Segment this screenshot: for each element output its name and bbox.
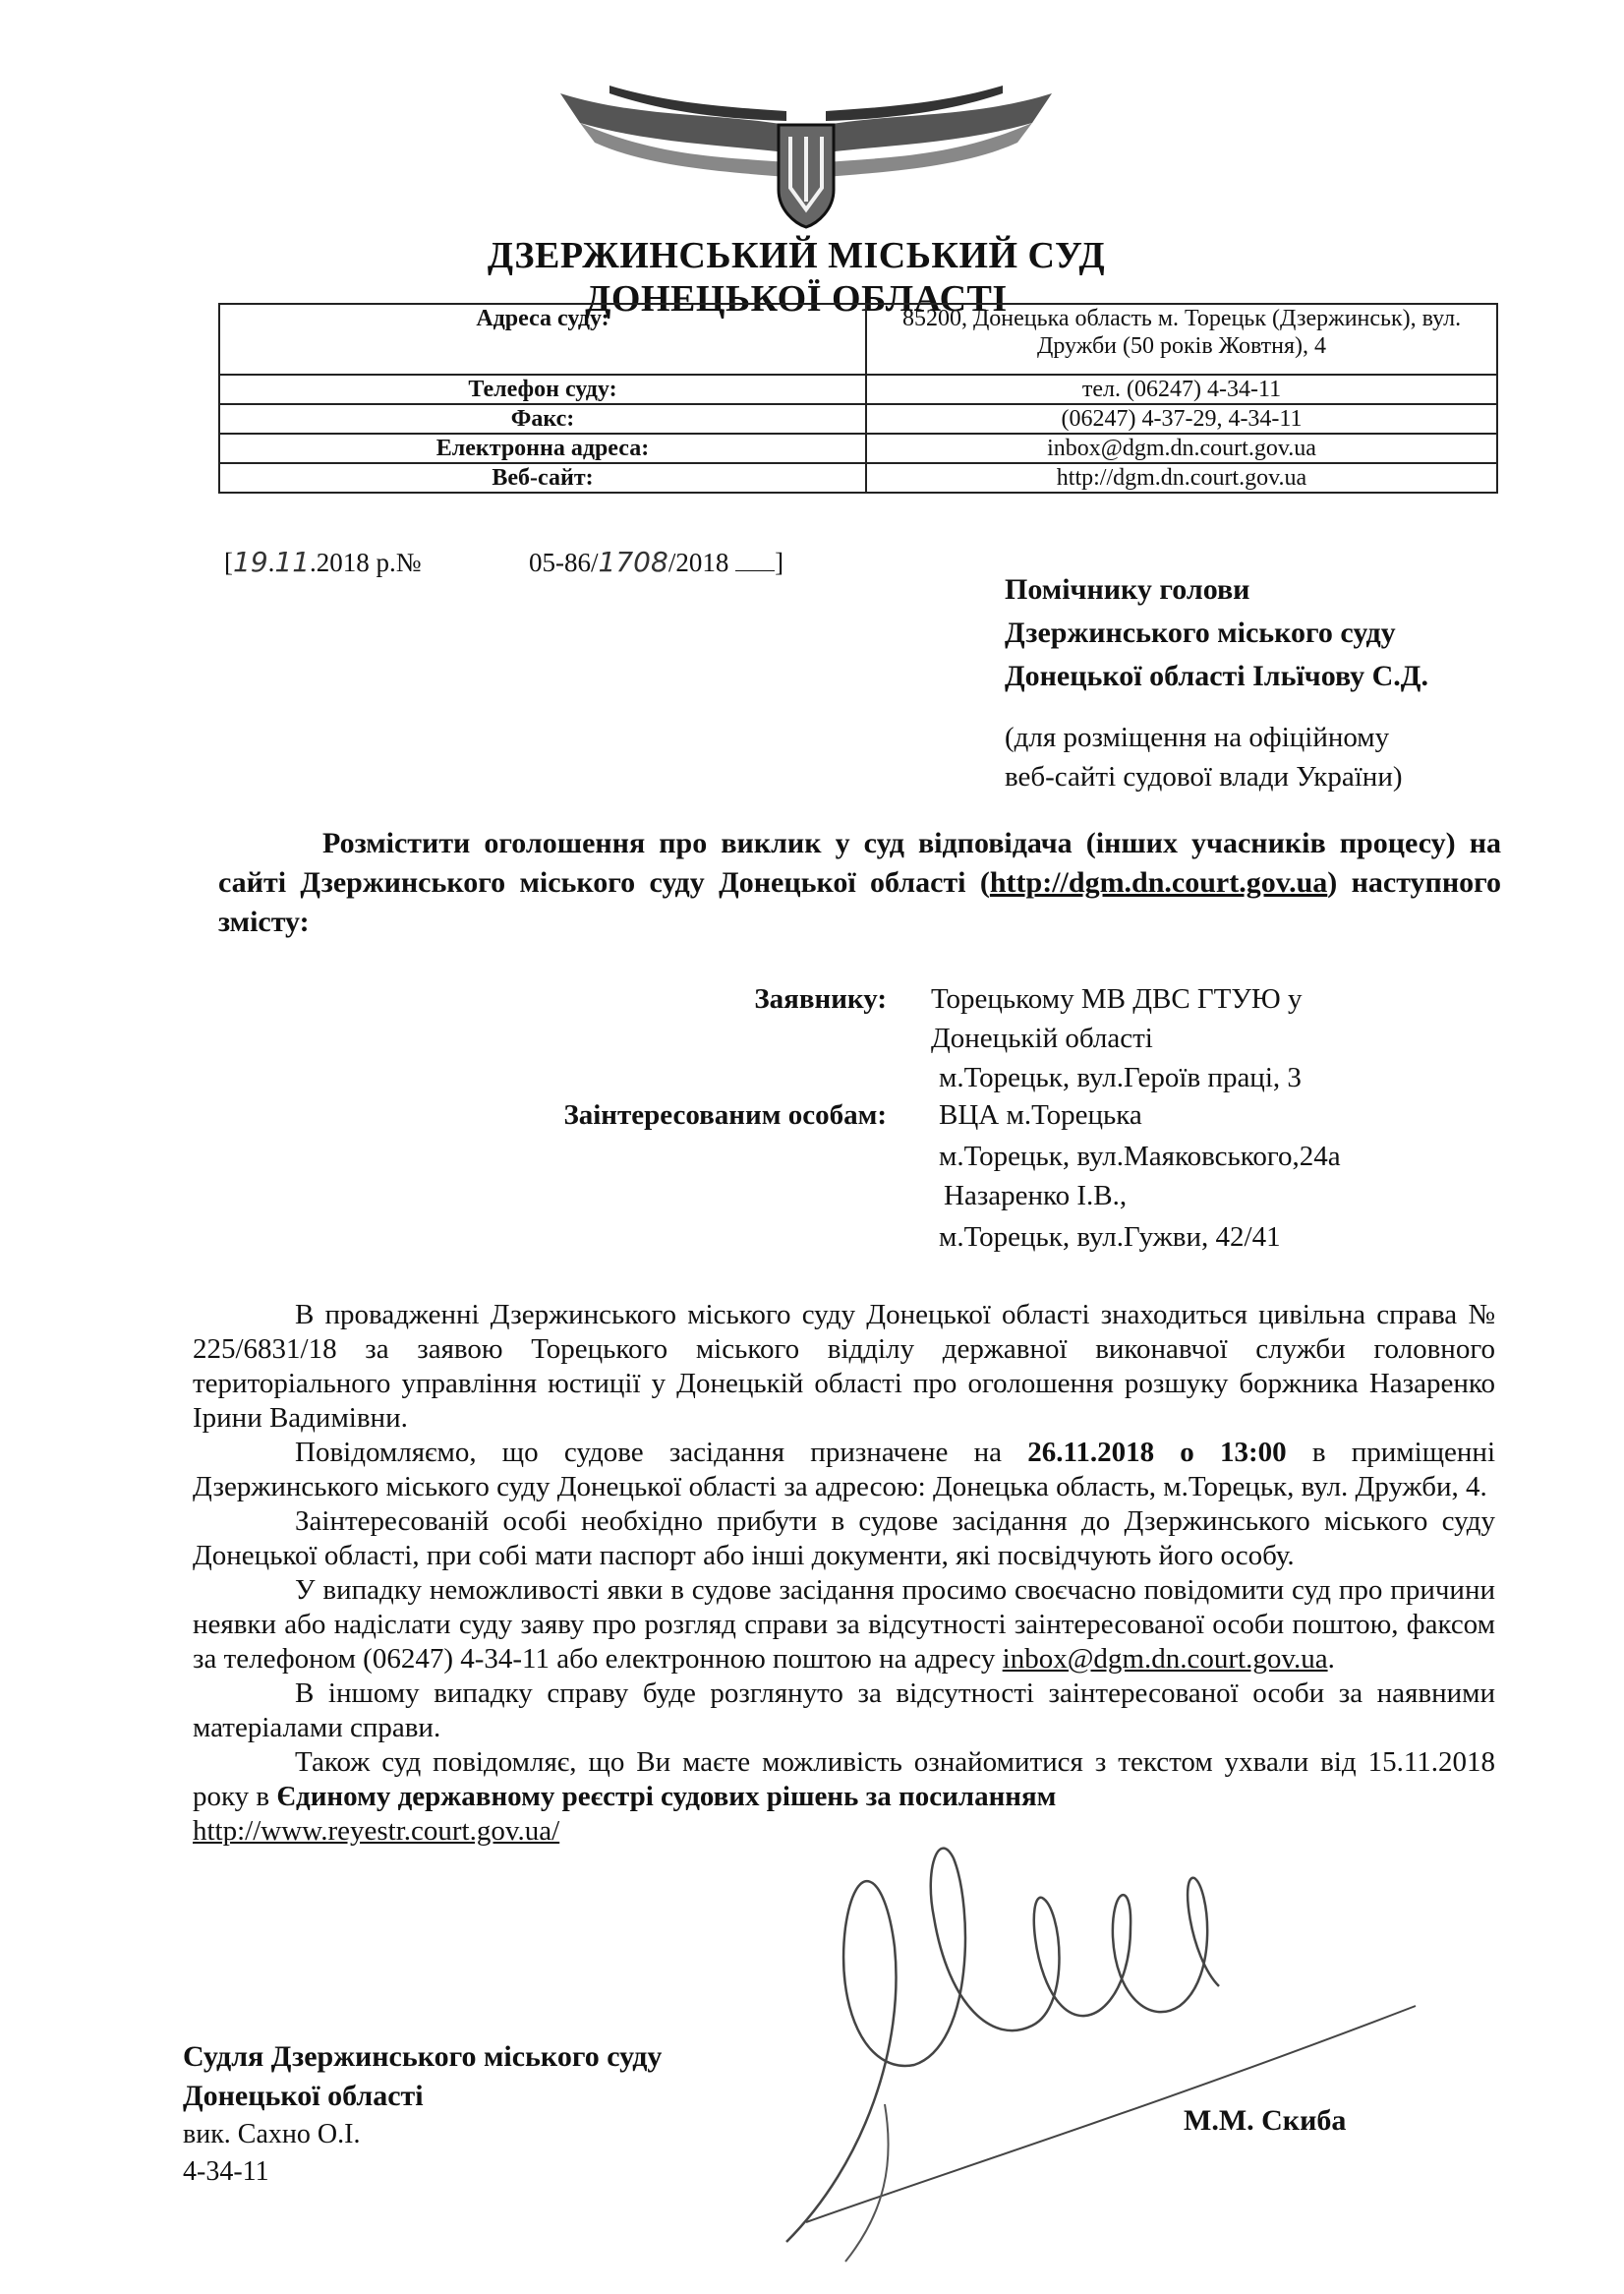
website-value: http://dgm.dn.court.gov.ua [866, 463, 1497, 493]
paragraph: В іншому випадку справу буде розглянуто за відсутності заінтересованої особи за наявними матеріалами справи. [193, 1677, 1495, 1743]
court-name-line1: ДЗЕРЖИНСЬКИЙ МІСЬКИЙ СУД [487, 235, 1106, 276]
intro-text: Розмістити оголошення про виклик у суд відповідача (інших учасників процесу) на сайті Дзержинського міського суду Донецької області ( [218, 827, 1501, 899]
interested-line: ВЦА м.Торецька [939, 1099, 1142, 1131]
title-line: Донецької області [183, 2080, 424, 2112]
text: в приміщенні Дзержинського міського суду Донецької області за адресою: Донецька область, м.Торецьк, вул. Дружби, 4. [193, 1437, 1495, 1502]
email-value: inbox@dgm.dn.court.gov.ua [866, 434, 1497, 463]
signatory-name: М.М. Скиба [1184, 2104, 1347, 2137]
ref-open-bracket: [ [224, 548, 233, 577]
interested-line: м.Торецьк, вул.Маяковського,24а [939, 1141, 1341, 1172]
table-row [219, 304, 1497, 375]
table-row [219, 375, 1497, 404]
text: . [1327, 1643, 1335, 1675]
address-value: 85200, Донецька область м. Торецьк (Дзержинськ), вул. Дружби (50 років Жовтня), 4 [866, 304, 1497, 375]
interested-line: м.Торецьк, вул.Гужви, 42/41 [939, 1221, 1281, 1253]
ref-year: .2018 р.№ [310, 548, 422, 577]
executor-phone: 4-34-11 [183, 2156, 269, 2187]
applicant-line: Донецькій області [931, 1023, 1153, 1054]
text: Також суд повідомляє, що Ви маєте можливість ознайомитися з текстом ухвали від 15.11.2018 року в [193, 1746, 1495, 1812]
ref-number-suffix: /2018 [667, 548, 729, 577]
phone-value: тел. (06247) 4-34-11 [866, 375, 1497, 404]
applicant-label: Заявнику: [754, 983, 887, 1015]
hearing-date: 26.11.2018 о 13:00 [1027, 1437, 1287, 1468]
executor-info [183, 2116, 360, 2191]
court-name-line2: ДОНЕЦЬКОЇ ОБЛАСТІ [585, 278, 1008, 320]
table-row [219, 404, 1497, 434]
addressee-line: Помічнику голови [1005, 573, 1250, 606]
note-line: (для розміщення на офіційному [1005, 722, 1390, 753]
note-line: веб-сайті судової влади України) [1005, 761, 1403, 793]
website-label: Веб-сайт: [219, 463, 866, 493]
fax-label: Факс: [219, 404, 866, 434]
intro-paragraph [218, 824, 1501, 942]
email-label: Електронна адреса: [219, 434, 866, 463]
registry-link[interactable]: http://www.reyestr.court.gov.ua/ [193, 1815, 560, 1847]
intro-text-end: ) наступного змісту: [218, 866, 1501, 938]
addressee-block [1005, 568, 1575, 698]
ref-number: 1708 [598, 546, 668, 578]
handwritten-signature [747, 1750, 1494, 2281]
ref-dot: . [267, 548, 275, 577]
applicant-line: Торецькому МВ ДВС ГТУЮ у [931, 983, 1303, 1015]
addressee-line: Дзержинського міського суду [1005, 617, 1396, 649]
phone-label: Телефон суду: [219, 375, 866, 404]
table-row [219, 463, 1497, 493]
executor-name: вик. Сахно О.І. [183, 2119, 361, 2149]
interested-line: Назаренко І.В., [944, 1180, 1128, 1211]
fax-value: (06247) 4-37-29, 4-34-11 [866, 404, 1497, 434]
ref-day: 19 [233, 546, 268, 578]
paragraph: В провадженні Дзержинського міського суду Донецької області знаходиться цивільна справа № 225/6831/18 за заявою Торецького міського відділу державної виконавчої служби головного територіального управління юстиції у Донецькій області про оголошення розшуку боржника Назаренко Ірини Вадимівни. [193, 1299, 1495, 1434]
paragraph [193, 1573, 1495, 1676]
email-link[interactable]: inbox@dgm.dn.court.gov.ua [1002, 1643, 1328, 1675]
text: У випадку неможливості явки в судове засідання просимо своєчасно повідомити суд про причини неявки або надіслати суду заяву про розгляд справи за відсутності заінтересованої особи поштою, факсом за телефоном (06247) 4-34-11 або електронною поштою на адресу [193, 1574, 1495, 1675]
interested-label: Заінтересованим особам: [563, 1099, 887, 1131]
paragraph [193, 1436, 1495, 1504]
ref-month: 11 [274, 546, 311, 578]
coat-of-arms-icon [551, 64, 1062, 231]
address-label: Адреса суду: [219, 304, 866, 375]
ref-number-prefix: 05-86/ [529, 548, 599, 577]
court-website-link[interactable]: http://dgm.dn.court.gov.ua [989, 866, 1328, 899]
ref-close-bracket: ] [775, 548, 784, 577]
registry-text: Єдиному державному реєстрі судових рішень за посиланням [276, 1781, 1057, 1812]
addressee-note [1005, 718, 1575, 796]
addressee-line: Донецької області Ільїчову С.Д. [1005, 660, 1428, 692]
signatory-title [183, 2037, 662, 2116]
text: Повідомляємо, що судове засідання призначене на [295, 1437, 1028, 1468]
title-line: Судля Дзержинського міського суду [183, 2040, 663, 2073]
court-info-table [218, 303, 1498, 494]
table-row [219, 434, 1497, 463]
outgoing-reference [224, 546, 783, 578]
paragraph: Заінтересованій особі необхідно прибути в судове засідання до Дзержинського міського суду Донецької області, при собі мати паспорт або інші документи, які посвідчують його особу. [193, 1505, 1495, 1571]
applicant-line: м.Торецьк, вул.Героїв праці, 3 [939, 1062, 1302, 1093]
